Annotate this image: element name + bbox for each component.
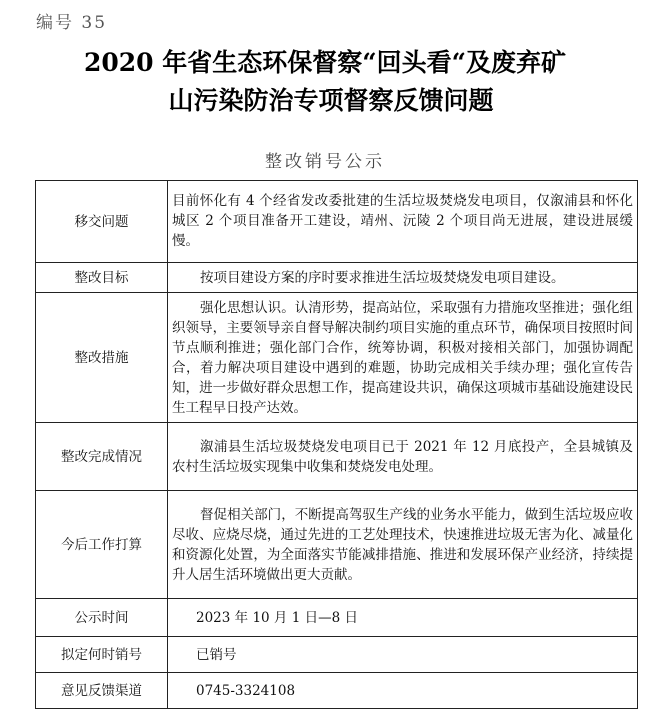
row-label: 整改完成情况 <box>36 423 168 491</box>
row-content: 按项目建设方案的序时要求推进生活垃圾焚烧发电项目建设。 <box>168 263 638 293</box>
table-row-feedback-channel <box>36 673 638 709</box>
table-row-closing-time <box>36 637 638 673</box>
row-label: 整改目标 <box>36 263 168 293</box>
row-content: 强化思想认识。认清形势，提高站位，采取强有力措施攻坚推进；强化组织领导，主要领导亲自督导解决制约项目实施的重点环节，确保项目按照时间节点顺利推进；强化部门合作，统筹协调，积极对接相关部门，加强协调配合，着力解决项目建设中遇到的难题，协助完成相关手续办理；强化宣传告知，进一步做好群众思想工作，提高建设共识，确保这项城市基础设施建设民生工程早日投产达效。 <box>168 293 638 423</box>
table-row-rectification-measures <box>36 293 638 423</box>
row-label: 意见反馈渠道 <box>36 673 168 709</box>
table-row-completion-status <box>36 423 638 491</box>
document-subtitle: 整改销号公示 <box>265 152 385 172</box>
row-label: 拟定何时销号 <box>36 637 168 673</box>
table-row-rectification-goal <box>36 263 638 293</box>
row-label: 公示时间 <box>36 599 168 637</box>
row-label: 今后工作打算 <box>36 491 168 599</box>
table-row-transferred-issue <box>36 181 638 263</box>
row-content: 溆浦县生活垃圾焚烧发电项目已于 2021 年 12 月底投产，全县城镇及农村生活垃圾实现集中收集和焚烧发电处理。 <box>168 423 638 491</box>
row-content: 督促相关部门，不断提高驾驭生产线的业务水平能力，做到生活垃圾应收尽收、应烧尽烧，通过先进的工艺处理技术，快速推进垃圾无害为化、减量化和资源化处置，为全面落实节能减排措施、推进和发展环保产业经济，持续提升人居生活环境做出更大贡献。 <box>168 491 638 599</box>
table-row-publicity-time <box>36 599 638 637</box>
row-label: 整改措施 <box>36 293 168 423</box>
document-number: 编号 35 <box>36 13 108 33</box>
rectification-table <box>35 180 638 709</box>
document-title <box>0 44 650 120</box>
row-content: 2023 年 10 月 1 日—8 日 <box>168 599 638 637</box>
title-line-2: 山污染防治专项督察反馈问题 <box>168 86 494 115</box>
row-label: 移交问题 <box>36 181 168 263</box>
table-row-future-plan <box>36 491 638 599</box>
row-content: 已销号 <box>168 637 638 673</box>
title-line-1: 2020 年省生态环保督察“回头看“及废弃矿 <box>83 48 567 77</box>
row-content: 0745-3324108 <box>168 673 638 709</box>
row-content: 目前怀化有 4 个经省发改委批建的生活垃圾焚烧发电项目，仅溆浦县和怀化城区 2 个项目准备开工建设，靖州、沅陵 2 个项目尚无进展，建设进展缓慢。 <box>168 181 638 263</box>
